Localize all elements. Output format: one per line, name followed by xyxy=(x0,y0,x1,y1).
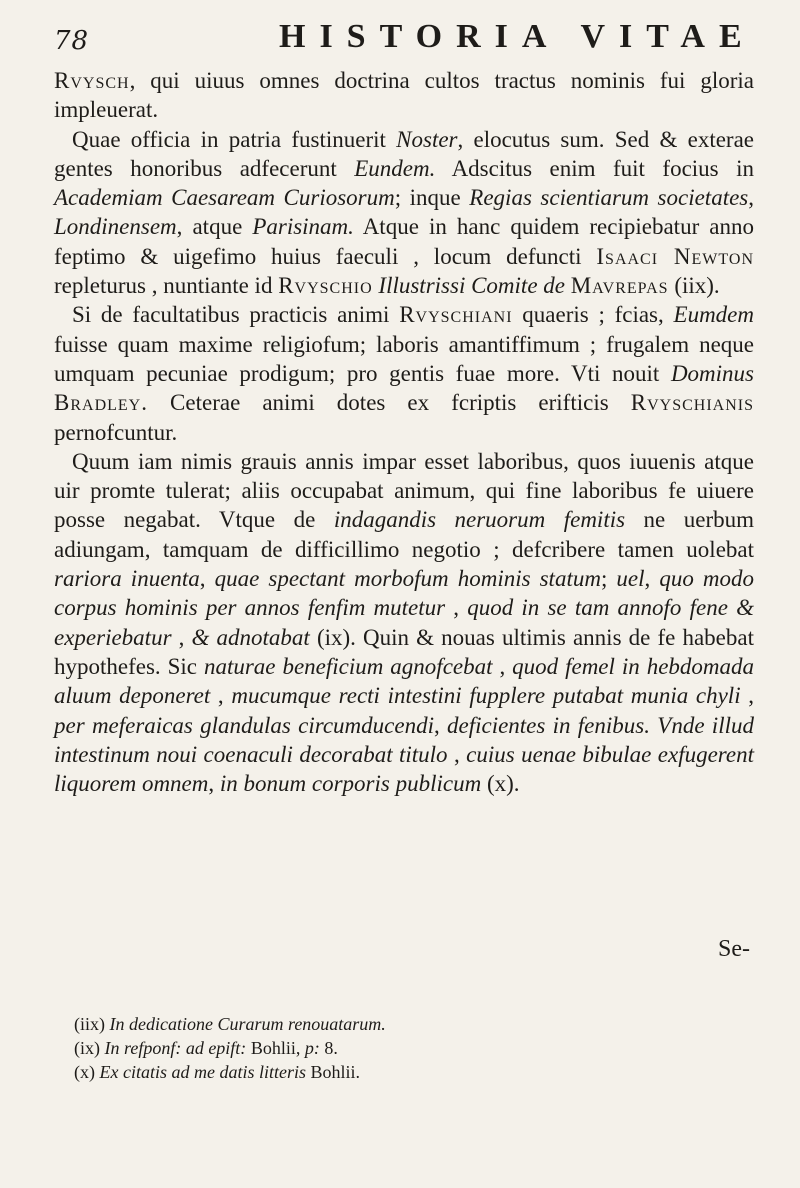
text-run: per meferaicas glandulas circumducendi xyxy=(54,712,434,738)
text-run: , xyxy=(740,683,754,709)
text-run: Quae officia in patria fustinuerit xyxy=(72,126,397,152)
text-run: 8. xyxy=(319,1038,338,1058)
text-run: ne uerbum adiungam, tamquam de difficillimo negotio ; defcribere tamen uolebat xyxy=(54,507,754,562)
text-run: , elocutus sum. Sed & exterae gentes honoribus adfecerunt xyxy=(54,126,754,181)
paragraph xyxy=(54,300,754,446)
text-run: (iix). xyxy=(668,273,720,299)
text-run: In refponf: ad epift: xyxy=(104,1038,247,1058)
text-run: , xyxy=(433,712,447,738)
text-run: & adnotabat xyxy=(191,624,310,650)
text-run: Isaaci Newton xyxy=(596,243,755,269)
text-run: ; xyxy=(600,566,617,592)
text-run: , xyxy=(447,741,467,767)
text-run: p: xyxy=(304,1038,320,1058)
text-run: quo modo corpus hominis per annos fenfim mutetur xyxy=(54,566,754,621)
text-run: quod femel in hebdomada aluum deponeret xyxy=(54,653,755,709)
text-run: Bradley. xyxy=(54,390,148,416)
text-run: , xyxy=(210,683,232,709)
text-run: deficientes in fenibus. xyxy=(447,712,650,738)
text-run: Vnde illud intestinum noui coenaculi decorabat titulo xyxy=(54,712,754,767)
text-run: Dominus xyxy=(670,360,754,386)
main-text xyxy=(54,66,754,798)
text-run: Rvyschianis xyxy=(630,390,754,416)
catchword: Se- xyxy=(718,936,750,962)
text-run: Eumdem xyxy=(673,302,754,328)
text-run: Eundem. xyxy=(354,155,436,181)
running-title: HISTORIA VITAE xyxy=(279,18,756,55)
paragraph xyxy=(54,125,754,301)
text-run: Londinensem xyxy=(54,214,177,240)
text-run: pernofcuntur. xyxy=(54,419,178,445)
text-run: Adscitus enim fuit focius in xyxy=(435,155,754,181)
text-run: rariora inuenta xyxy=(54,566,200,592)
text-run: Ceterae animi dotes ex fcriptis erifticis xyxy=(147,390,631,416)
text-run: uel xyxy=(616,566,645,592)
text-run: Mavrepas xyxy=(570,273,669,299)
footnote xyxy=(74,1012,754,1036)
text-run: indagandis neruorum femitis xyxy=(333,507,626,533)
text-run: (ix). Quin & nouas ultimis annis de fe habebat hypothefes. Sic xyxy=(54,624,754,679)
text-run: naturae beneficium agnofcebat xyxy=(203,653,493,679)
text-run: In dedicatione Curarum renouatarum. xyxy=(109,1014,386,1034)
text-run: Academiam Caesaream Curiosorum xyxy=(54,185,395,211)
text-run: Quum iam nimis grauis annis impar esset laboribus, quos iuuenis atque uir promte tulerat; aliis occupabat animum, qui fine laboribus fe uiuere posse negabat. Vtque de xyxy=(54,448,754,533)
text-run: Ex citatis ad me datis litteris xyxy=(99,1062,306,1082)
text-run: Bohlii, xyxy=(246,1038,305,1058)
text-run: Si de facultatibus practicis animi xyxy=(72,302,400,328)
text-run: , xyxy=(748,185,754,211)
page-number: 78 xyxy=(54,26,90,56)
text-run: , xyxy=(644,566,660,592)
text-run: , xyxy=(445,595,468,621)
text-run: quod in se tam annofo fene & experiebatur xyxy=(54,595,754,650)
footnote xyxy=(74,1060,754,1084)
text-run: , xyxy=(208,771,220,797)
text-run: Parisinam. xyxy=(252,214,354,240)
text-run: quaeris ; fcias, xyxy=(512,302,674,328)
page-header xyxy=(54,16,760,66)
paragraph xyxy=(54,447,754,799)
text-run: cuius uenae bibulae exfugerent liquorem omnem xyxy=(54,741,754,797)
text-run: (x) xyxy=(74,1062,100,1082)
text-run: Atque in hanc quidem recipiebatur anno feptimo & uigefimo huius faeculi , locum defuncti xyxy=(54,214,754,269)
text-run: , qui uiuus omnes doctrina cultos tractus nominis fui gloria impleuerat. xyxy=(54,68,754,123)
text-run: , xyxy=(492,653,513,679)
text-run: quae spectant morbofum hominis statum xyxy=(214,566,601,592)
text-run: in bonum corporis publicum xyxy=(219,771,482,797)
text-run: Illustrissi Comite de xyxy=(372,273,571,299)
text-run: fuisse quam maxime religiofum; laboris amantiffimum ; frugalem neque umquam pecuniae prodigum; pro gentis fuae more. Vti nouit xyxy=(54,331,754,386)
text-run: Noster xyxy=(396,126,458,152)
text-run: repleturus , nuntiante id xyxy=(54,273,279,299)
footnotes xyxy=(74,1012,754,1084)
text-run: , xyxy=(199,566,215,592)
text-run: Regias scientiarum societates xyxy=(469,185,749,211)
text-run: Rvysch xyxy=(54,68,130,93)
text-run: (ix) xyxy=(74,1038,105,1058)
paragraph xyxy=(54,66,754,125)
text-run: (x). xyxy=(481,771,520,797)
text-run: Rvyschiani xyxy=(399,302,513,328)
text-run: Rvyschio xyxy=(278,273,373,299)
text-run: ; inque xyxy=(394,185,470,211)
text-run: Bohlii. xyxy=(305,1062,360,1082)
text-run: , atque xyxy=(176,214,253,240)
footnote xyxy=(74,1036,754,1060)
text-run: , xyxy=(171,624,192,650)
text-run: (iix) xyxy=(74,1014,110,1034)
text-run: mucumque recti intestini fupplere putabat munia chyli xyxy=(231,683,741,709)
